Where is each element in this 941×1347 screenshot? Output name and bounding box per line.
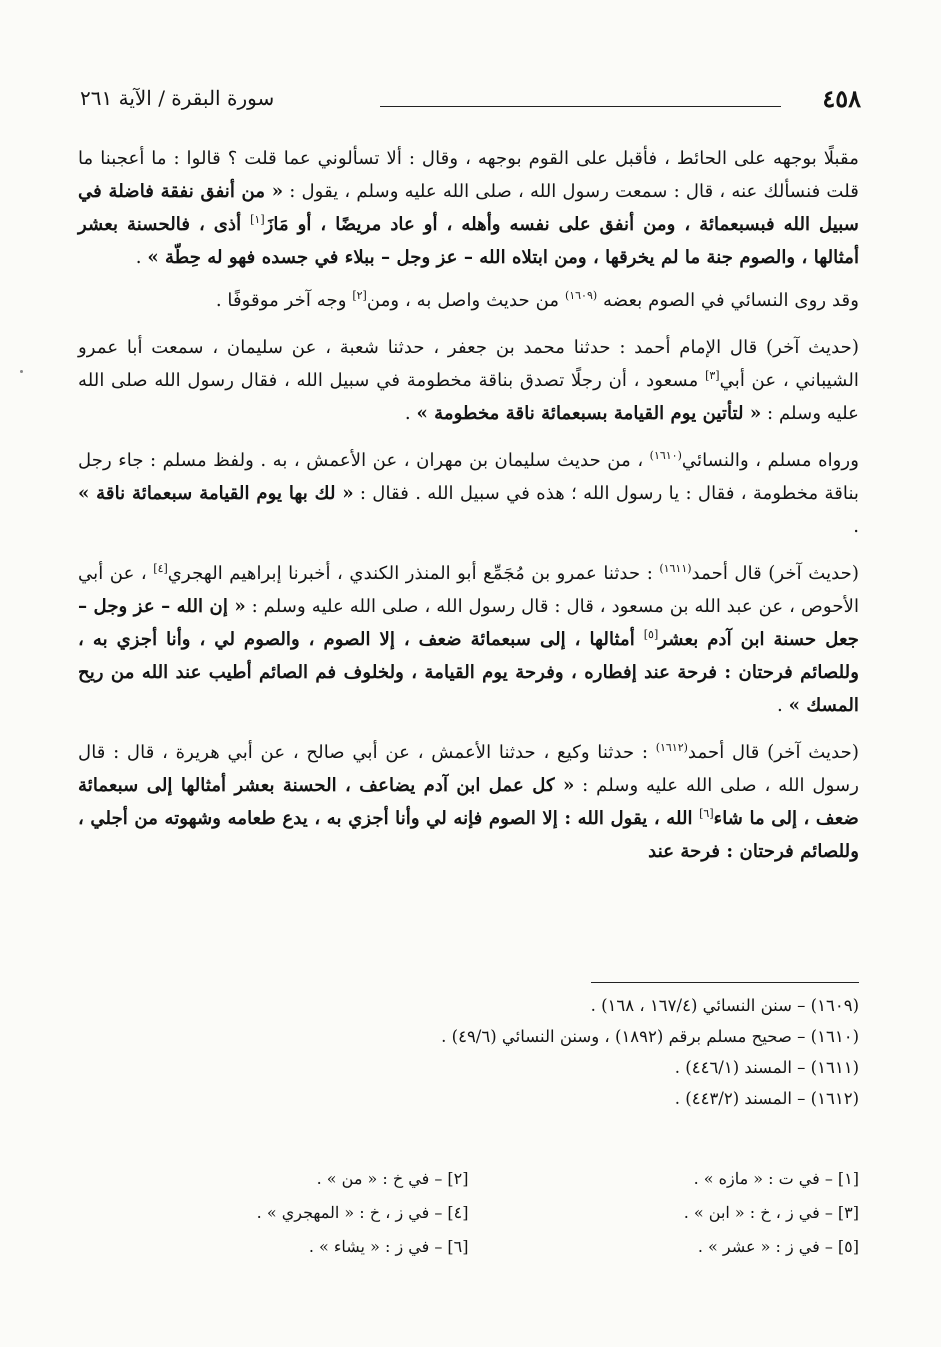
paragraph: (حديث آخر) قال أحمد$^{(١٦١١)}$ : حدثنا عمرو بن مُجَمِّع أبو المنذر الكندي ، أخبرنا إبراهيم الهجري[٤] ، عن أبي الأحوص ، عن عبد الله بن مسعود ، قال : قال رسول الله ، صلى الله عليه وسلم : « إن الله – عز وجل – جعل حسنة ابن آدم بعشر[٥] أمثالها ، إلى سبعمائة ضعف ، إلا الصوم ، والصوم لي ، وأنا أجزي به ، وللصائم فرحتان : فرحة عند إفطاره ، وفرحة يوم القيامة ، ولخلوف فم الصائم أطيب عند الله من ريح المسك » .	[78, 561, 860, 716]
variant-note: [٢] – في خ : « من » .	[316, 1169, 469, 1188]
variant-row	[78, 1162, 859, 1196]
variant-note: [٦] – في ز : « يشاء » .	[308, 1237, 469, 1256]
footnote: (١٦٠٩) – سنن النسائي (١٦٧/٤ ، ١٦٨) .	[590, 996, 859, 1015]
paragraph: وقد روى النسائي في الصوم بعضه $^{(١٦٠٩)}$ من حديث واصل به ، ومن[٢] وجه آخر موقوفًا .	[215, 288, 859, 311]
variant-note: [١] – في ت : « مازه » .	[693, 1169, 859, 1188]
footnote-rule	[591, 982, 859, 983]
variant-row	[78, 1230, 859, 1264]
footnote: (١٦١٠) – صحيح مسلم برقم (١٨٩٢) ، وسنن النسائي (٤٩/٦) .	[441, 1027, 859, 1046]
paragraph: (حديث آخر) قال أحمد$^{(١٦١٢)}$ : حدثنا وكيع ، حدثنا الأعمش ، عن أبي صالح ، عن أبي هريرة ، قال : قال رسول الله ، صلى الله عليه وسلم : « كل عمل ابن آدم يضاعف ، الحسنة بعشر أمثالها إلى سبعمائة ضعف ، إلى ما شاء[٦] الله ، يقول الله : إلا الصوم فإنه لي وأنا أجزي به ، يدع طعامه وشهوته من أجلي ، وللصائم فرحتان : فرحة عند	[78, 740, 859, 862]
source-footnotes	[78, 990, 859, 1114]
variant-note: [٥] – في ز : « عشر » .	[697, 1237, 859, 1256]
variant-note: [٤] – في ز ، خ : « المهجري » .	[256, 1203, 469, 1222]
header-rule	[380, 106, 781, 107]
main-text	[78, 142, 859, 882]
footnote: (١٦١١) – المسند (٤٤٦/١) .	[674, 1058, 859, 1077]
scan-speck	[20, 370, 23, 373]
variant-footnotes	[78, 1162, 859, 1264]
variant-note: [٣] – في ز ، خ : « ابن » .	[683, 1203, 859, 1222]
paragraph: (حديث آخر) قال الإمام أحمد : حدثنا محمد بن جعفر ، حدثنا شعبة ، عن سليمان ، سمعت أبا عمرو الشيباني ، عن أبي[٣] مسعود ، أن رجلًا تصدق بناقة مخطومة في سبيل الله ، فقال رسول الله صلى الله عليه وسلم : « لتأتين يوم القيامة بسبعمائة ناقة مخطومة » .	[78, 337, 859, 424]
footnote: (١٦١٢) – المسند (٤٤٣/٢) .	[674, 1089, 859, 1108]
running-title: سورة البقرة / الآية ٢٦١	[80, 86, 275, 110]
paragraph: ورواه مسلم ، والنسائي$^{(١٦١٠)}$ ، من حديث سليمان بن مهران ، عن الأعمش ، به . ولفظ مسلم : جاء رجل بناقة مخطومة ، فقال : يا رسول الله ؛ هذه في سبيل الله . فقال : « لك بها يوم القيامة سبعمائة ناقة » .	[78, 448, 859, 537]
page-header	[80, 84, 861, 124]
variant-row	[78, 1196, 859, 1230]
page-number: ٤٥٨	[822, 84, 861, 113]
paragraph: مقبلًا بوجهه على الحائط ، فأقبل على القوم بوجهه ، وقال : ألا تسألوني عما قلت ؟ قالوا : ما أعجبنا ما قلت فنسألك عنه ، قال : سمعت رسول الله ، صلى الله عليه وسلم ، يقول : « من أنفق نفقة فاضلة في سبيل الله فبسبعمائة ، ومن أنفق على نفسه وأهله ، أو عاد مريضًا ، أو مَازَ[١] أذى ، فالحسنة بعشر أمثالها ، والصوم جنة ما لم يخرقها ، ومن ابتلاه الله – عز وجل – ببلاء في جسده فهو له حِطّة » .	[78, 148, 859, 268]
